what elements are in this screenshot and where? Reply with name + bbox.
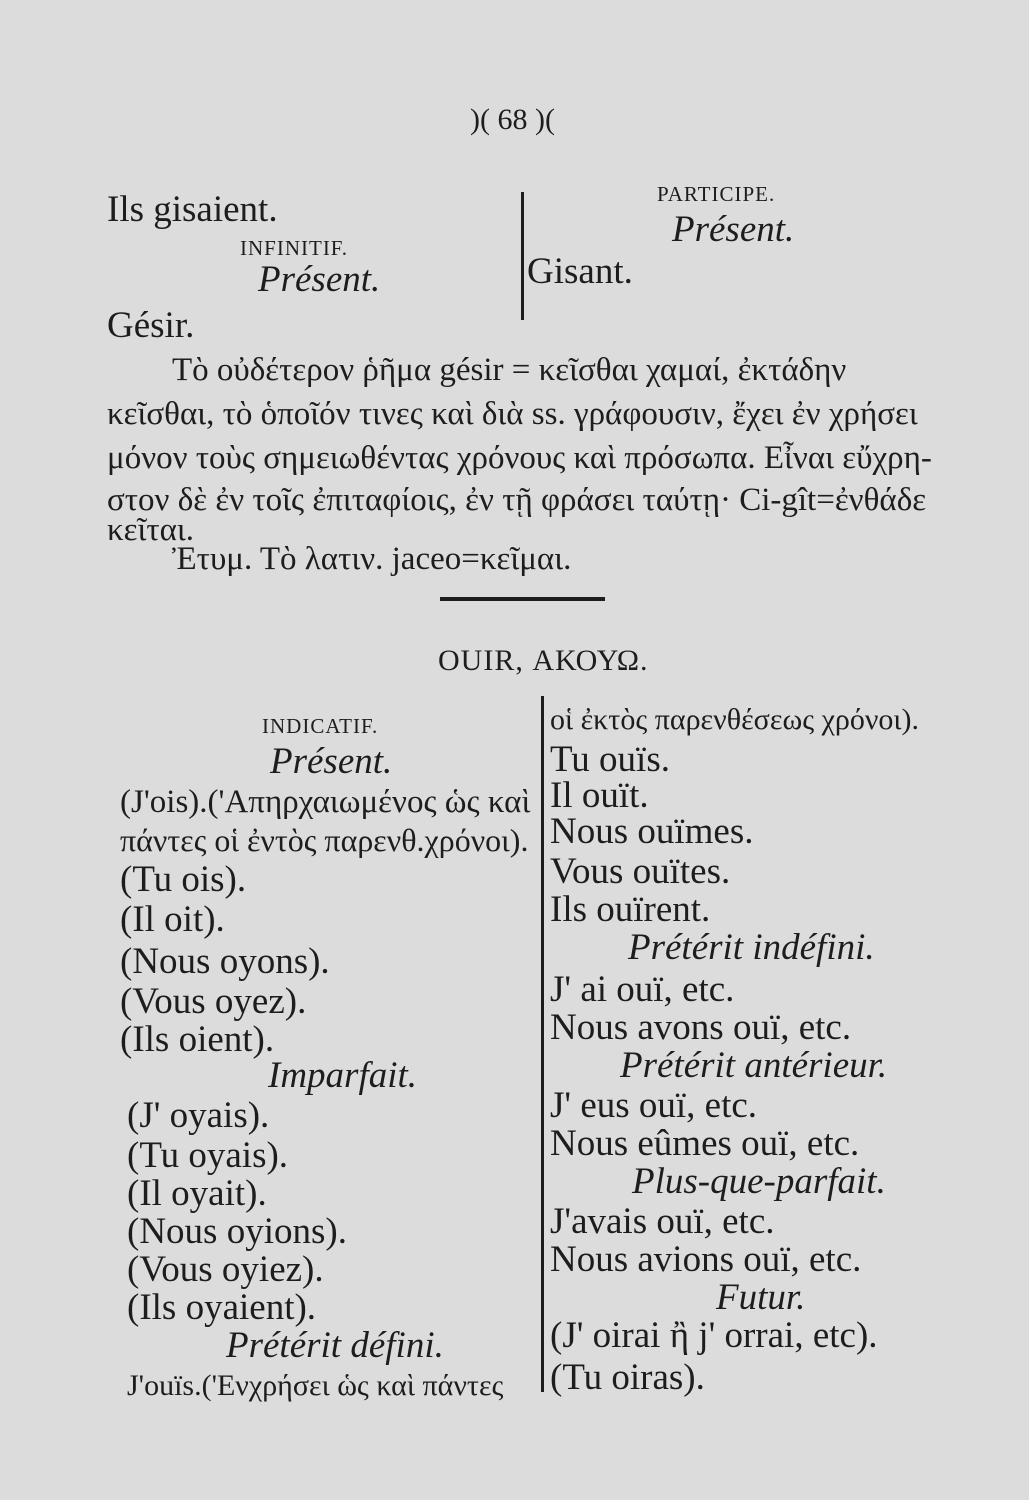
section-separator (440, 597, 605, 601)
left-row-16: (Ils oyaient). (127, 1287, 317, 1328)
right-row-14: J'avais ouï, etc. (550, 1201, 775, 1242)
left-row-8: (Vous oyez). (120, 981, 307, 1022)
infinitif-heading: INFINITIF. (240, 236, 349, 260)
right-row-3: Il ouït. (550, 775, 649, 816)
section-title: OUIR, ΑΚΟΥΩ. (438, 644, 649, 677)
left-row-7: (Nous oyons). (120, 941, 330, 982)
right-row-15: Nous avions ouï, etc. (550, 1239, 862, 1280)
etymology-line: Ἐτυμ. Τὸ λατιν. jaceo=κεῖμαι. (172, 541, 572, 577)
right-row-10: Prétérit antérieur. (620, 1045, 888, 1086)
right-row-6: Ils ouïrent. (550, 889, 711, 930)
right-row-12: Nous eûmes ouï, etc. (550, 1123, 860, 1164)
right-row-16: Futur. (716, 1277, 806, 1318)
left-row-17: Prétérit défini. (226, 1325, 444, 1366)
participe-heading: PARTICIPE. (657, 182, 776, 206)
left-row-12: (Tu oyais). (127, 1135, 289, 1176)
right-row-5: Vous ouïtes. (550, 851, 731, 892)
paragraph-line-3: μόνον τοὺς σημειωθέντας χρόνους καὶ πρόσωπα. Εἶναι εὔχρη- (107, 440, 932, 476)
right-row-18: (Tu oiras). (550, 1357, 705, 1398)
paragraph-line-1: Τὸ οὐδέτερον ῥῆμα gésir = κεῖσθαι χαμαί, ἐκτάδην (172, 352, 847, 388)
gisant-line: Gisant. (527, 251, 633, 292)
left-row-2: Présent. (270, 741, 393, 782)
left-row-10: Imparfait. (268, 1055, 418, 1096)
paragraph-line-2: κεῖσθαι, τὸ ὁποῖόν τινες καὶ διὰ ss. γράφουσιν, ἔχει ἐν χρήσει (107, 396, 918, 432)
right-row-2: Tu ouïs. (550, 739, 670, 780)
left-row-14: (Nous oyions). (127, 1211, 347, 1252)
left-row-5: (Tu ois). (120, 859, 247, 900)
right-row-17: (J' oirai ἢ j' orrai, etc). (550, 1315, 878, 1356)
left-row-1: INDICATIF. (262, 714, 379, 738)
page-number: )( 68 )( (470, 103, 555, 136)
participe-present-heading: Présent. (672, 209, 795, 250)
right-row-8: J' ai ouï, etc. (550, 969, 735, 1010)
top-column-divider (521, 192, 524, 320)
ils-gisaient-line: Ils gisaient. (107, 189, 278, 230)
left-row-4: πάντες οἱ ἐντὸς παρενθ.χρόνοι). (120, 822, 529, 858)
left-row-6: (Il oit). (120, 899, 225, 940)
right-row-1: οἱ ἐκτὸς παρενθέσεως χρόνοι). (550, 703, 919, 736)
right-row-4: Nous ouïmes. (550, 811, 754, 852)
conjugation-column-divider (541, 696, 544, 1392)
left-row-13: (Il oyait). (127, 1173, 267, 1214)
paragraph-line-5: κεῖται. (107, 512, 195, 548)
left-row-11: (J' oyais). (127, 1095, 270, 1136)
left-row-15: (Vous oyiez). (127, 1249, 324, 1290)
right-row-7: Prétérit indéfini. (628, 927, 875, 968)
right-row-13: Plus-que-parfait. (632, 1161, 886, 1202)
right-row-9: Nous avons ouï, etc. (550, 1007, 852, 1048)
left-row-3: (J'ois).('Απηρχαιωμένος ὡς καὶ (120, 784, 531, 820)
left-row-18: J'ouïs.('Ενχρήσει ὡς καὶ πάντες (127, 1369, 504, 1402)
gesir-line: Gésir. (107, 305, 195, 346)
left-row-9: (Ils oient). (120, 1019, 275, 1060)
infinitif-present-heading: Présent. (258, 259, 381, 300)
right-row-11: J' eus ouï, etc. (550, 1085, 758, 1126)
paragraph-line-4: στον δὲ ἐν τοῖς ἐπιταφίοις, ἐν τῇ φράσει ταύτῃ· Ci-gît=ἐνθάδε (107, 482, 927, 518)
